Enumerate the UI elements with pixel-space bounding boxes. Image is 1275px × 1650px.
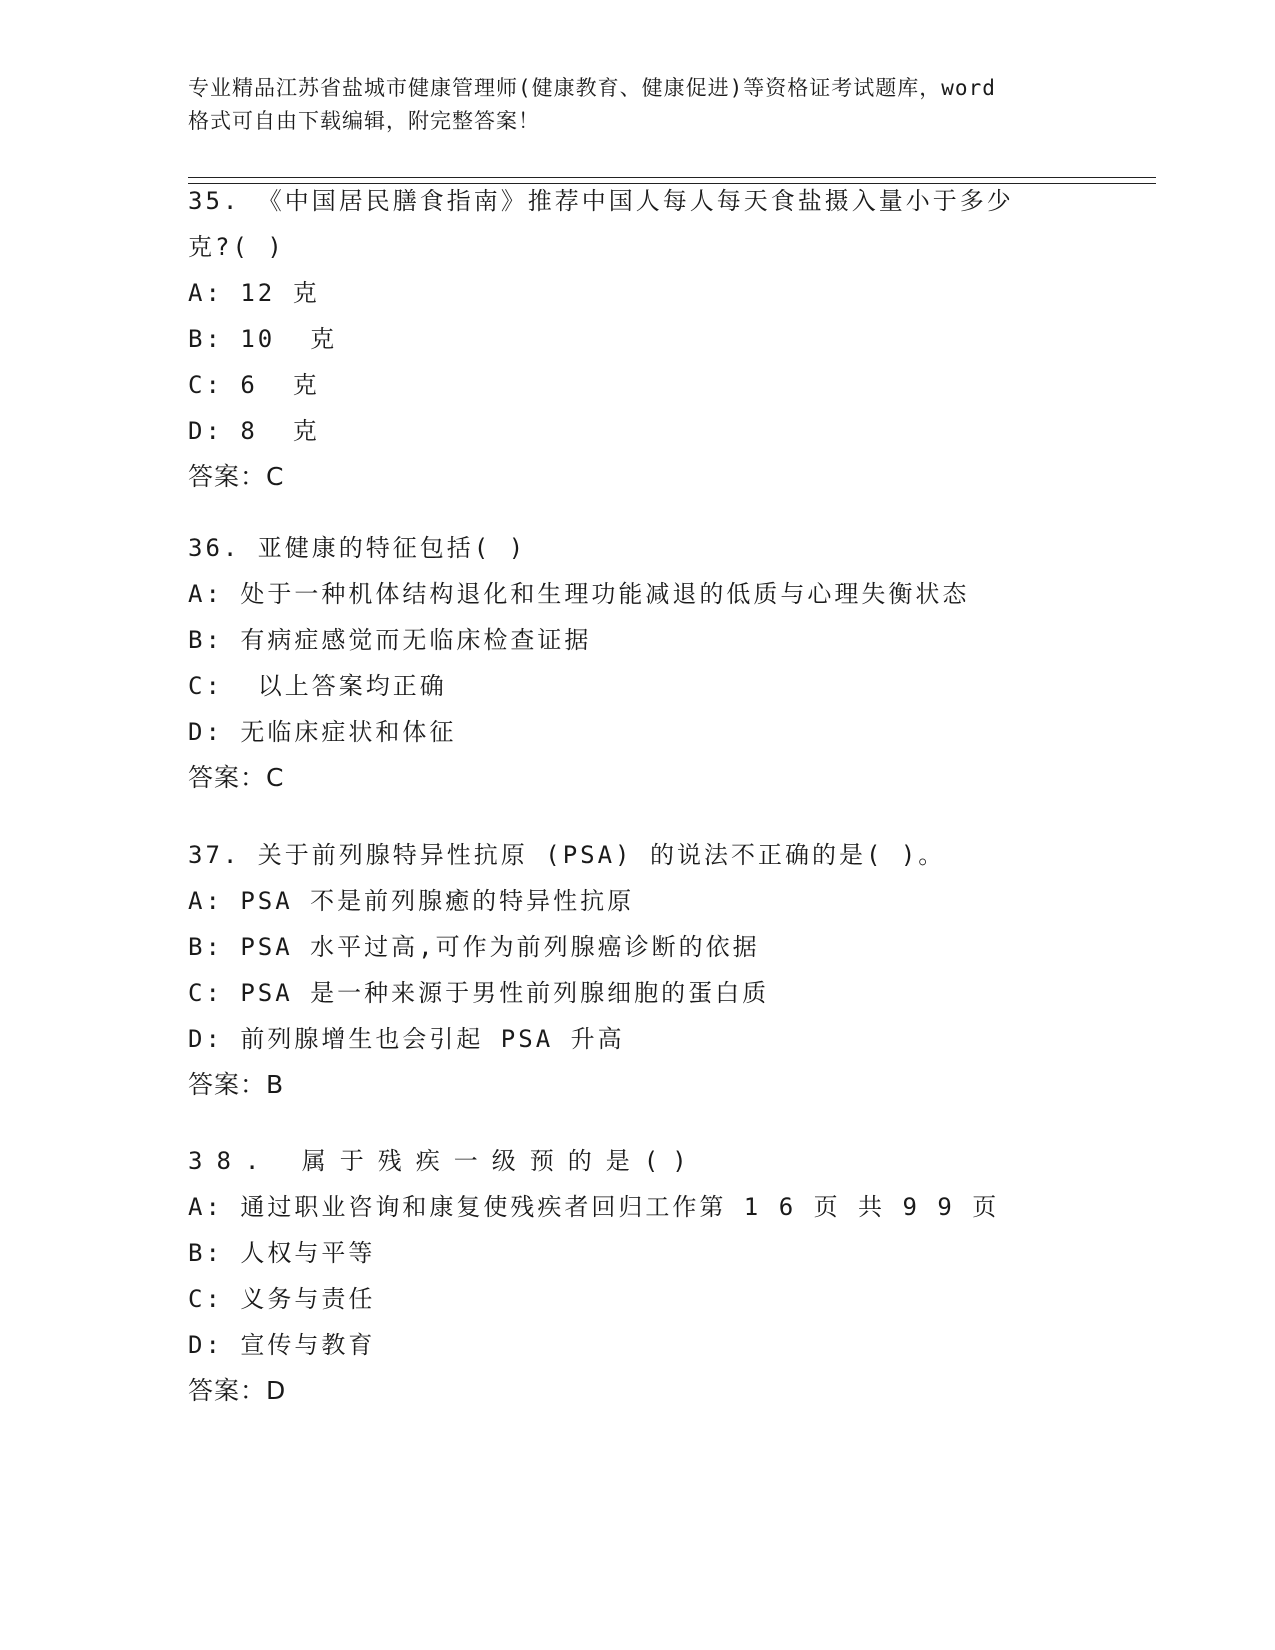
option-b: B: PSA 水平过高,可作为前列腺癌诊断的依据: [188, 933, 760, 961]
option-d: D: 前列腺增生也会引起 PSA 升高: [188, 1025, 625, 1053]
answer: 答案：B: [188, 1070, 285, 1099]
option-c: C: 义务与责任: [188, 1285, 376, 1313]
question-35: [188, 178, 1158, 500]
option-a: A: 12 克: [188, 279, 320, 307]
option-a: A: PSA 不是前列腺癒的特异性抗原: [188, 887, 635, 915]
question-stem: 36. 亚健康的特征包括( ): [188, 534, 527, 562]
option-b: B: 10 克: [188, 325, 338, 353]
question-stem: 35. 《中国居民膳食指南》推荐中国人每人每天食盐摄入量小于多少: [188, 187, 1014, 215]
option-d: D: 8 克: [188, 417, 320, 445]
option-d: D: 宣传与教育: [188, 1331, 376, 1359]
option-c: C: PSA 是一种来源于男性前列腺细胞的蛋白质: [188, 979, 770, 1007]
option-a: A: 通过职业咨询和康复使残疾者回归工作第 1 6 页 共 9 9 页: [188, 1193, 1000, 1221]
option-d: D: 无临床症状和体征: [188, 718, 457, 746]
answer: 答案：D: [188, 1376, 287, 1405]
option-a: A: 处于一种机体结构退化和生理功能减退的低质与心理失衡状态: [188, 580, 970, 608]
question-38: [188, 1138, 1158, 1414]
option-c: C: 6 克: [188, 371, 320, 399]
question-stem-continued: 克?( ): [188, 233, 285, 261]
header-intro-line-2: 格式可自由下载编辑，附完整答案！: [188, 109, 540, 133]
option-b: B: 人权与平等: [188, 1239, 376, 1267]
question-36: [188, 525, 1158, 801]
question-37: [188, 832, 1158, 1108]
header-intro-line-1: 专业精品江苏省盐城市健康管理师(健康教育、健康促进)等资格证考试题库，word: [188, 76, 996, 100]
answer: 答案：C: [188, 462, 285, 491]
option-b: B: 有病症感觉而无临床检查证据: [188, 626, 592, 654]
answer: 答案：C: [188, 763, 285, 792]
option-c: C: 以上答案均正确: [188, 672, 447, 700]
question-stem: 38. 属于残疾一级预的是(): [188, 1147, 701, 1175]
question-stem: 37. 关于前列腺特异性抗原 (PSA) 的说法不正确的是( )。: [188, 841, 946, 869]
document-header: [188, 72, 1088, 138]
